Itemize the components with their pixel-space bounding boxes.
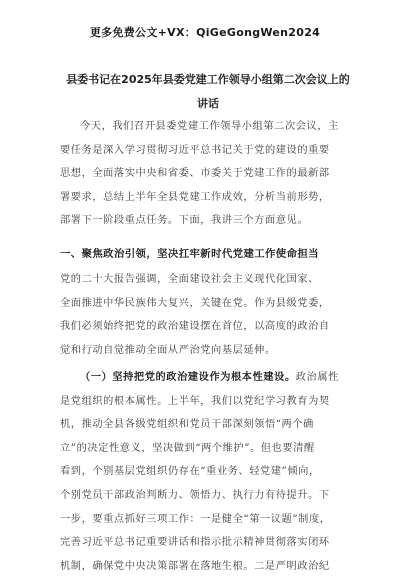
section-1-heading: 一、聚焦政治引领，坚决扛牢新时代党建工作使命担当	[60, 248, 319, 260]
subsection-1-lead-rest: 政治属性	[295, 372, 339, 383]
title-line-1: 县委书记在2025年县委党建工作领导小组第二次会议上的	[66, 73, 350, 86]
paragraph-line: 我们必须始终把党的政治建设摆在首位，以高度的政治自	[60, 321, 330, 333]
document-title	[58, 68, 358, 116]
paragraph-line: 觉和行动自觉推动全面从严治党向基层延伸。	[60, 344, 276, 356]
page-header: 更多免费公文+VX：QiGeGongWen2024	[89, 26, 321, 39]
paragraph-line: 一步，要重点抓好三项工作：一是健全“第一议题”制度，	[60, 513, 331, 525]
paragraph-line: 党的二十大报告强调，全面建设社会主义现代化国家、	[60, 274, 319, 285]
subsection-1-paragraph	[60, 366, 356, 578]
title-line-2: 讲话	[197, 97, 219, 110]
paragraph-line: 思想，全面落实中央和省委、市委关于党建工作的最新部	[60, 168, 330, 180]
subsection-1-lead-line	[60, 366, 356, 390]
paragraph-line: 部署下一阶段重点任务。下面，我讲三个方面意见。	[60, 215, 309, 227]
paragraph-line: 立”的决定性意义，坚决做到“两个维护”。但也要清醒	[60, 442, 315, 454]
paragraph-line: 看到，个别基层党组织仍存在“重业务、轻党建”倾向，	[60, 466, 320, 478]
paragraph-line: 是党组织的根本属性。上半年，我们以党纪学习教育为契	[60, 395, 330, 407]
paragraph-line: 完善习近平总书记重要讲话和指示批示精神贯彻落实闭环	[60, 537, 330, 549]
paragraph-line: 个别党员干部政治判断力、领悟力、执行力有待提升。下	[60, 489, 330, 501]
paragraph-line: 署要求，总结上半年全县党建工作成效，分析当前形势，	[60, 191, 330, 203]
paragraph-line: 要任务是深入学习贯彻习近平总书记关于党的建设的重要	[60, 144, 330, 156]
paragraph-line: 机，推动全县各级党组织和党员干部深刻领悟“两个确	[60, 419, 314, 431]
section-1-paragraph	[60, 268, 356, 362]
intro-paragraph	[60, 115, 356, 233]
paragraph-line: 机制，确保党中央决策部署在落地生根。二是严明政治纪	[60, 560, 330, 572]
subsection-1-lead: （一）坚持把党的政治建设作为根本性建设。	[80, 372, 296, 383]
paragraph-line: 今天，我们召开县委党建工作领导小组第二次会议，主	[80, 121, 339, 132]
paragraph-line: 全面推进中华民族伟大复兴，关键在党。作为县级党委，	[60, 297, 330, 309]
